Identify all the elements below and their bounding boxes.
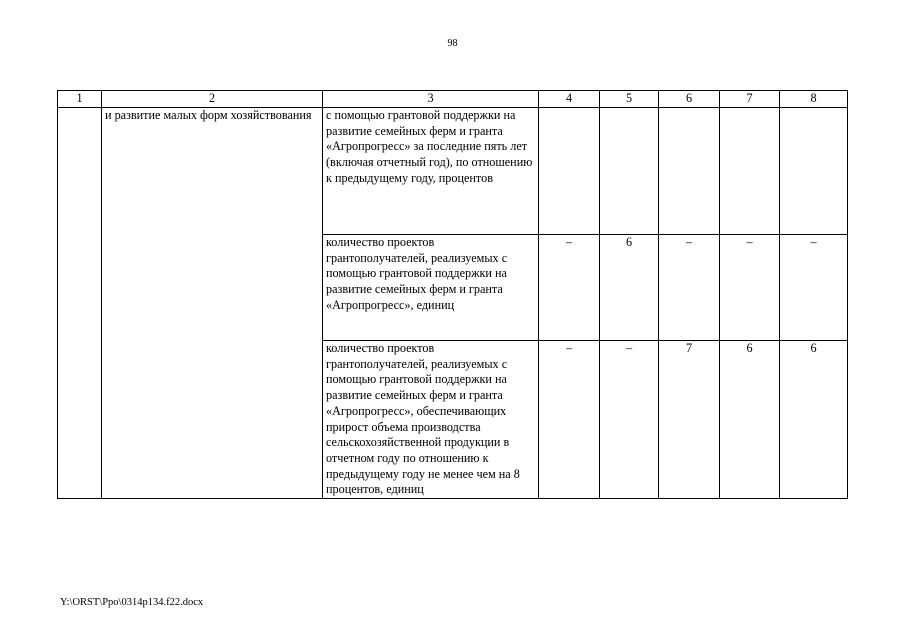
value-cell-7 (720, 108, 780, 235)
indicators-table (57, 90, 848, 499)
value-cell-8 (780, 108, 848, 235)
file-path-footer: Y:\ORST\Ppo\0314p134.f22.docx (60, 597, 204, 608)
col1-cell (58, 108, 102, 499)
value-cell-8: 6 (780, 341, 848, 499)
description-cell: с помощью грантовой поддержки на развитие семейных ферм и гранта «Агропрогресс» за последние пять лет (включая отчетный год), по отношению к предыдущему году, процентов (323, 108, 539, 235)
value-cell-6: 7 (659, 341, 720, 499)
value-cell-4: – (539, 341, 600, 499)
value-cell-5 (600, 108, 659, 235)
description-cell: количество проектов грантополучателей, реализуемых с помощью грантовой поддержки на развитие семейных ферм и гранта «Агропрогресс», единиц (323, 235, 539, 341)
value-cell-7: – (720, 235, 780, 341)
value-cell-6: – (659, 235, 720, 341)
header-cell-1: 1 (58, 91, 102, 108)
value-cell-5: 6 (600, 235, 659, 341)
header-cell-6: 6 (659, 91, 720, 108)
header-cell-2: 2 (102, 91, 323, 108)
header-cell-5: 5 (600, 91, 659, 108)
header-cell-8: 8 (780, 91, 848, 108)
header-cell-7: 7 (720, 91, 780, 108)
table-header-row (58, 91, 848, 108)
table-row (58, 108, 848, 235)
value-cell-6 (659, 108, 720, 235)
page-number: 98 (447, 38, 458, 49)
value-cell-4: – (539, 235, 600, 341)
col2-cell: и развитие малых форм хозяйствования (102, 108, 323, 499)
header-cell-4: 4 (539, 91, 600, 108)
value-cell-8: – (780, 235, 848, 341)
value-cell-5: – (600, 341, 659, 499)
description-cell: количество проектов грантополучателей, реализуемых с помощью грантовой поддержки на развитие семейных ферм и гранта «Агропрогресс», обеспечивающих прирост объема производства сельскохозяйственной продукции в отчетном году по отношению к предыдущему году не менее чем на 8 процентов, единиц (323, 341, 539, 499)
header-cell-3: 3 (323, 91, 539, 108)
value-cell-4 (539, 108, 600, 235)
value-cell-7: 6 (720, 341, 780, 499)
